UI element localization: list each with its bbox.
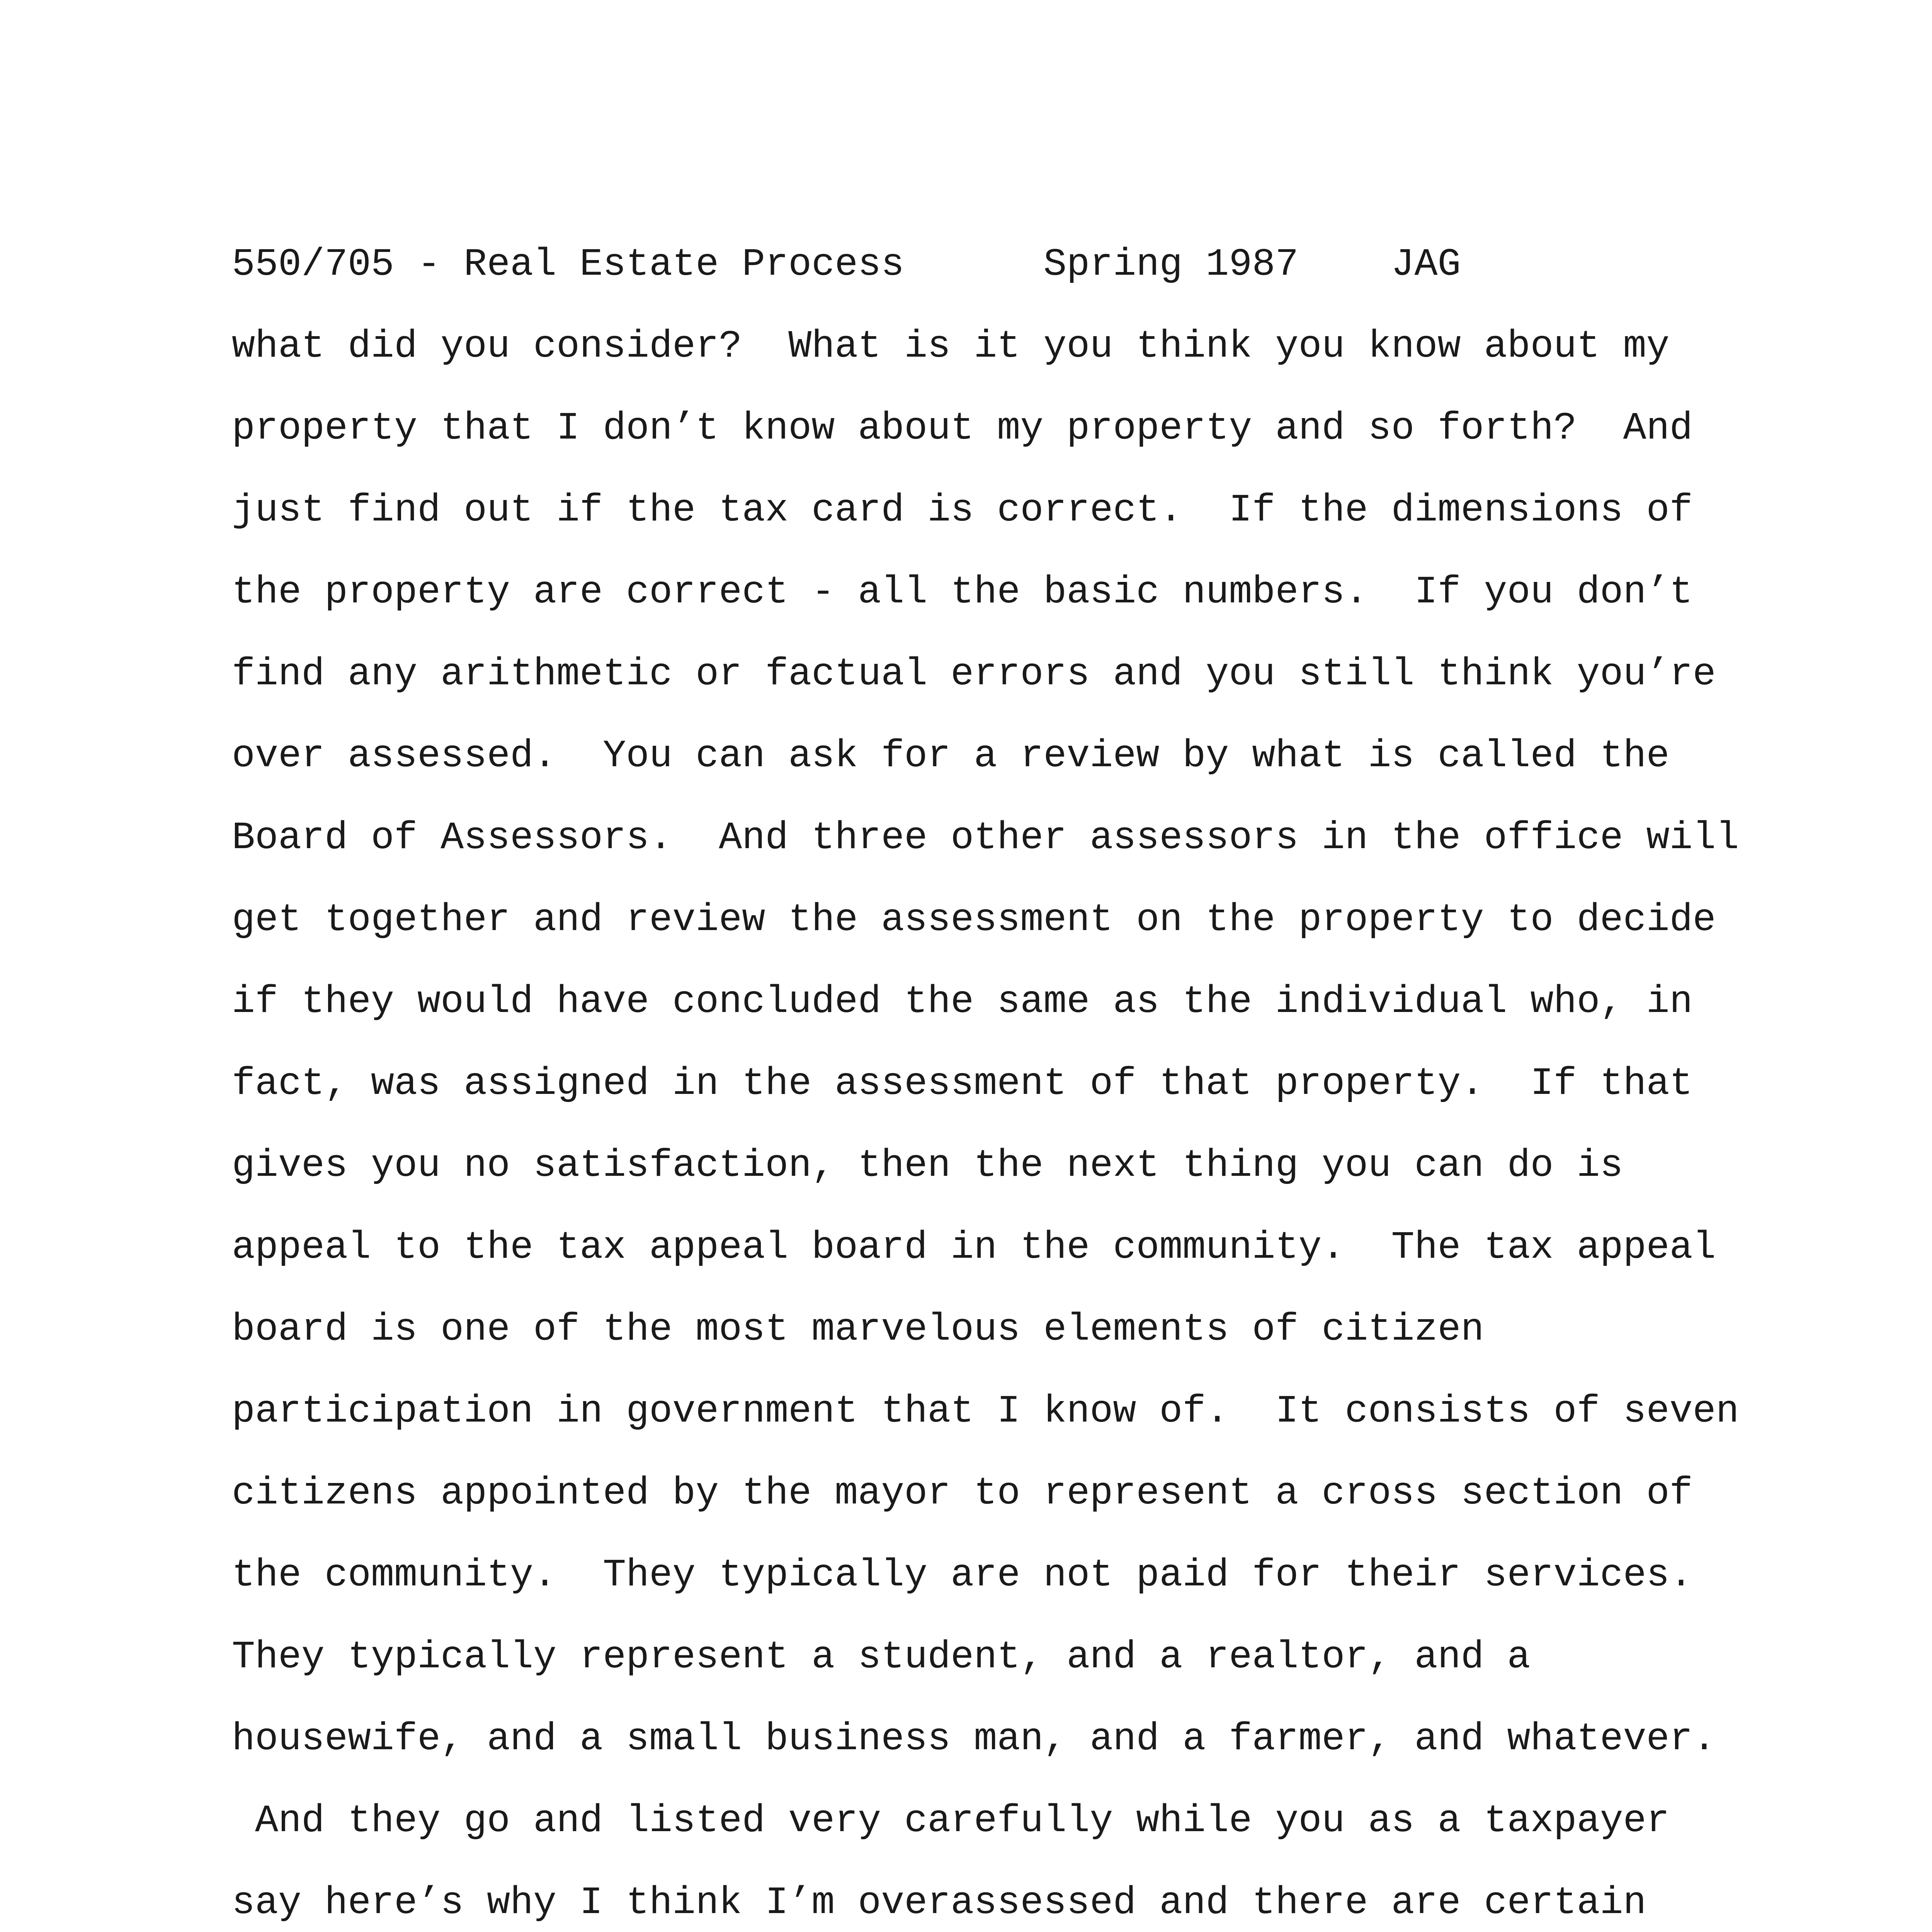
text-line: over assessed. You can ask for a review by what is called the: [232, 735, 1670, 778]
text-line: citizens appointed by the mayor to represent a cross section of: [232, 1472, 1693, 1515]
text-line: participation in government that I know of. It consists of seven: [232, 1390, 1739, 1434]
text-line: appeal to the tax appeal board in the community. The tax appeal: [232, 1226, 1716, 1270]
text-line: the property are correct - all the basic numbers. If you don’t: [232, 571, 1693, 614]
text-line: property that I don’t know about my property and so forth? And: [232, 407, 1693, 451]
text-line: find any arithmetic or factual errors and you still think you’re: [232, 653, 1716, 696]
text-line: if they would have concluded the same as the individual who, in: [232, 980, 1693, 1024]
text-line: gives you no satisfaction, then the next thing you can do is: [232, 1144, 1623, 1188]
text-line: the community. They typically are not paid for their services.: [232, 1554, 1693, 1597]
text-line: Board of Assessors. And three other assessors in the office will: [232, 816, 1739, 860]
text-line: They typically represent a student, and a realtor, and a: [232, 1636, 1531, 1679]
text-line: get together and review the assessment on the property to decide: [232, 898, 1716, 942]
text-line: what did you consider? What is it you think you know about my: [232, 325, 1670, 369]
text-line: fact, was assigned in the assessment of that property. If that: [232, 1062, 1693, 1106]
page-body: [232, 224, 1816, 1932]
text-line: housewife, and a small business man, and a farmer, and whatever.: [232, 1718, 1716, 1761]
text-line: board is one of the most marvelous elements of citizen: [232, 1308, 1484, 1352]
running-header: 550/705 - Real Estate Process Spring 1987 JAG: [232, 243, 1461, 287]
text-line: And they go and listed very carefully while you as a taxpayer: [232, 1799, 1670, 1843]
text-line: just find out if the tax card is correct. If the dimensions of: [232, 489, 1693, 532]
text-line: say here’s why I think I’m overassessed and there are certain: [232, 1881, 1646, 1925]
